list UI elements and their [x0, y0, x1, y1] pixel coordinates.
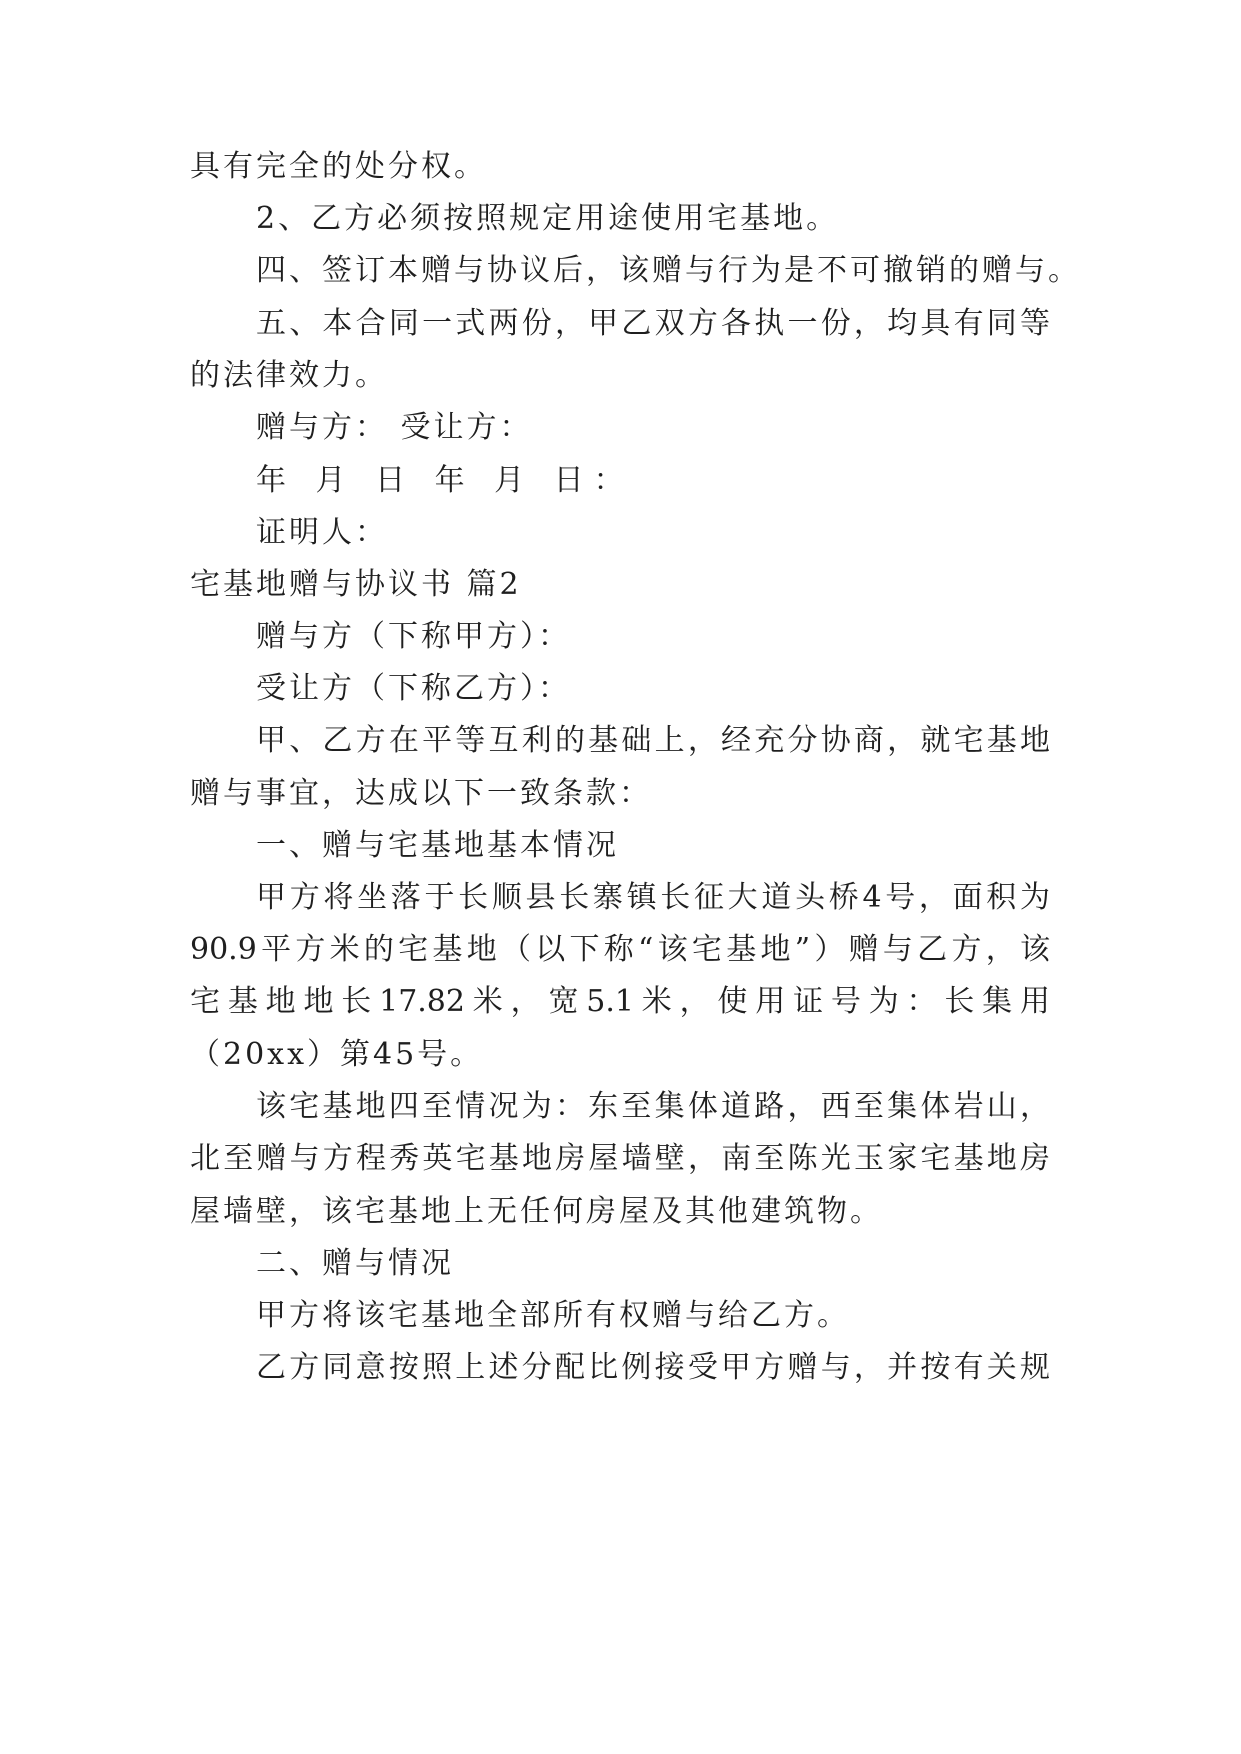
text-line: 90.9平方米的宅基地（以下称“该宅基地”）赠与乙方，该 — [190, 932, 1050, 967]
text-line: 乙方同意按照上述分配比例接受甲方赠与，并按有关规 — [256, 1350, 1050, 1385]
text-line: 宅基地地长17.82米，宽5.1米，使用证号为：长集用 — [190, 984, 1050, 1019]
text-line: 具有完全的处分权。 — [190, 149, 487, 184]
section-title: 宅基地赠与协议书 篇2 — [190, 567, 522, 602]
text-line: 赠与事宜，达成以下一致条款： — [190, 776, 652, 811]
text-line: 该宅基地四至情况为：东至集体道路，西至集体岩山， — [256, 1089, 1050, 1124]
date-line: 年 月 日 年 月 日： — [256, 463, 634, 498]
text-line: 的法律效力。 — [190, 358, 388, 393]
text-line: 甲方将坐落于长顺县长寨镇长征大道头桥4号，面积为 — [256, 880, 1050, 915]
text-line: 屋墙壁，该宅基地上无任何房屋及其他建筑物。 — [190, 1194, 883, 1229]
text-line: 甲、乙方在平等互利的基础上，经充分协商，就宅基地 — [256, 723, 1050, 758]
clause-heading: 二、赠与情况 — [256, 1246, 454, 1281]
signature-line: 赠与方： 受让方： — [256, 410, 533, 445]
text-line: 赠与方（下称甲方）： — [256, 619, 571, 654]
witness-line: 证明人： — [256, 515, 388, 550]
text-line: 2、乙方必须按照规定用途使用宅基地。 — [256, 201, 840, 236]
text-line: 五、本合同一式两份，甲乙双方各执一份，均具有同等 — [256, 306, 1050, 341]
clause-heading: 一、赠与宅基地基本情况 — [256, 828, 619, 863]
text-line: 受让方（下称乙方）： — [256, 671, 571, 706]
text-line: （20xx）第45号。 — [190, 1037, 484, 1072]
text-line: 四、签订本赠与协议后，该赠与行为是不可撤销的赠与。 — [256, 253, 1081, 288]
text-line: 甲方将该宅基地全部所有权赠与给乙方。 — [256, 1298, 850, 1333]
text-line: 北至赠与方程秀英宅基地房屋墙壁，南至陈光玉家宅基地房 — [190, 1141, 1050, 1176]
